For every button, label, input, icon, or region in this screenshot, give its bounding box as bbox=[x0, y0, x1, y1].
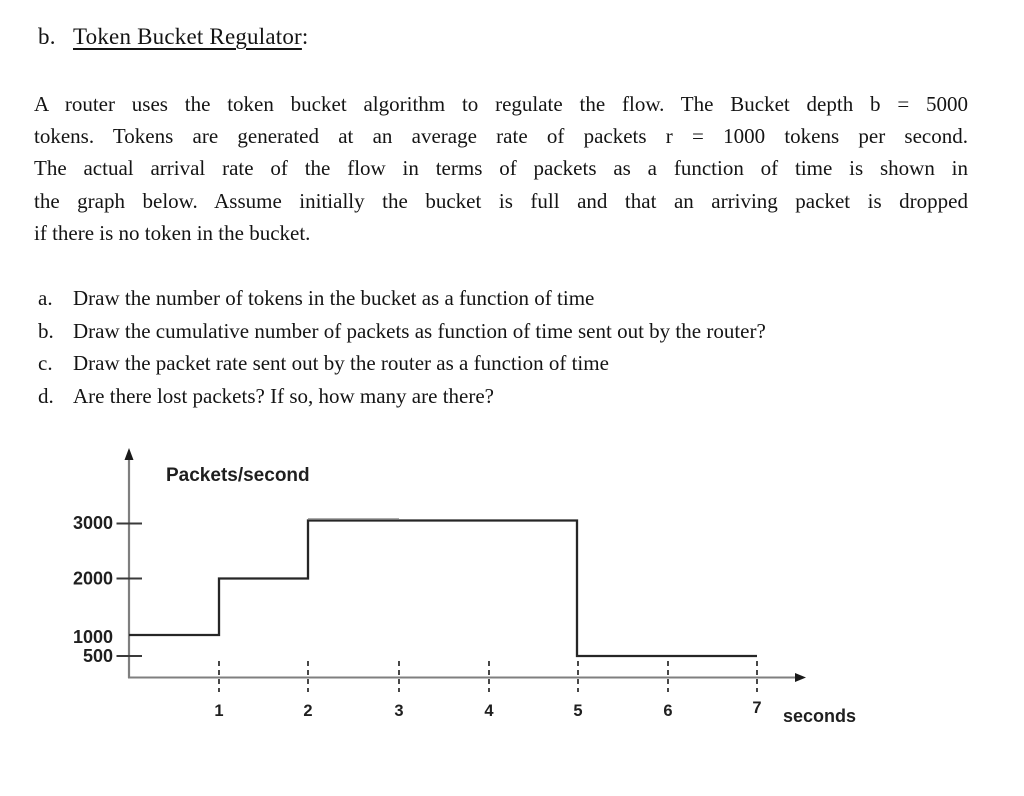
paragraph-line: A router uses the token bucket algorithm to regulate the flow. The Bucket depth b = 5000 bbox=[34, 92, 968, 116]
list-item bbox=[38, 380, 988, 413]
list-item bbox=[38, 347, 988, 380]
y-tick-label-3000: 3000 bbox=[72, 513, 113, 533]
question-list bbox=[38, 282, 988, 412]
heading-title: Token Bucket Regulator bbox=[73, 24, 302, 49]
list-item bbox=[38, 282, 988, 315]
chart-title: Packets/second bbox=[166, 465, 310, 486]
list-item-text: Draw the packet rate sent out by the router as a function of time bbox=[73, 351, 609, 375]
section-heading bbox=[38, 24, 309, 50]
x-tick-label-7: 7 bbox=[752, 699, 762, 717]
arrival-rate-chart bbox=[0, 440, 1024, 760]
problem-statement bbox=[34, 88, 968, 249]
x-tick-label-2: 2 bbox=[303, 702, 313, 720]
y-tick-label-500: 500 bbox=[82, 646, 113, 666]
paragraph-line: The actual arrival rate of the flow in terms of packets as a function of time is shown in bbox=[34, 156, 968, 181]
y-axis-arrow-icon bbox=[125, 448, 134, 460]
paragraph-line: if there is no token in the bucket. bbox=[34, 220, 311, 245]
x-axis-label: seconds bbox=[783, 706, 857, 726]
paragraph-line: the graph below. Assume initially the bucket is full and that an arriving packet is dropped bbox=[34, 188, 968, 213]
x-axis-arrow-icon bbox=[795, 673, 806, 682]
paragraph-line: tokens. Tokens are generated at an average rate of packets r = 1000 tokens per second. bbox=[34, 124, 968, 149]
list-item bbox=[38, 315, 988, 348]
x-tick-label-3: 3 bbox=[394, 702, 404, 720]
x-tick-label-5: 5 bbox=[573, 702, 583, 720]
x-tick-label-1: 1 bbox=[214, 702, 224, 720]
list-item-text: Draw the cumulative number of packets as function of time sent out by the router? bbox=[73, 318, 766, 343]
heading-list-letter: b. bbox=[38, 24, 56, 49]
y-tick-label-1000: 1000 bbox=[72, 627, 113, 647]
x-tick-label-6: 6 bbox=[663, 702, 673, 720]
heading-colon: : bbox=[301, 24, 309, 49]
x-tick-label-4: 4 bbox=[484, 702, 494, 720]
list-item-text: Are there lost packets? If so, how many are there? bbox=[73, 383, 494, 408]
list-item-letter: a. bbox=[38, 286, 53, 310]
list-item-letter: b. bbox=[38, 318, 54, 343]
list-item-letter: c. bbox=[38, 351, 53, 375]
list-item-letter: d. bbox=[38, 383, 54, 408]
arrival-rate-step-line bbox=[129, 521, 757, 657]
list-item-text: Draw the number of tokens in the bucket as a function of time bbox=[73, 286, 595, 310]
y-tick-label-2000: 2000 bbox=[72, 568, 113, 589]
